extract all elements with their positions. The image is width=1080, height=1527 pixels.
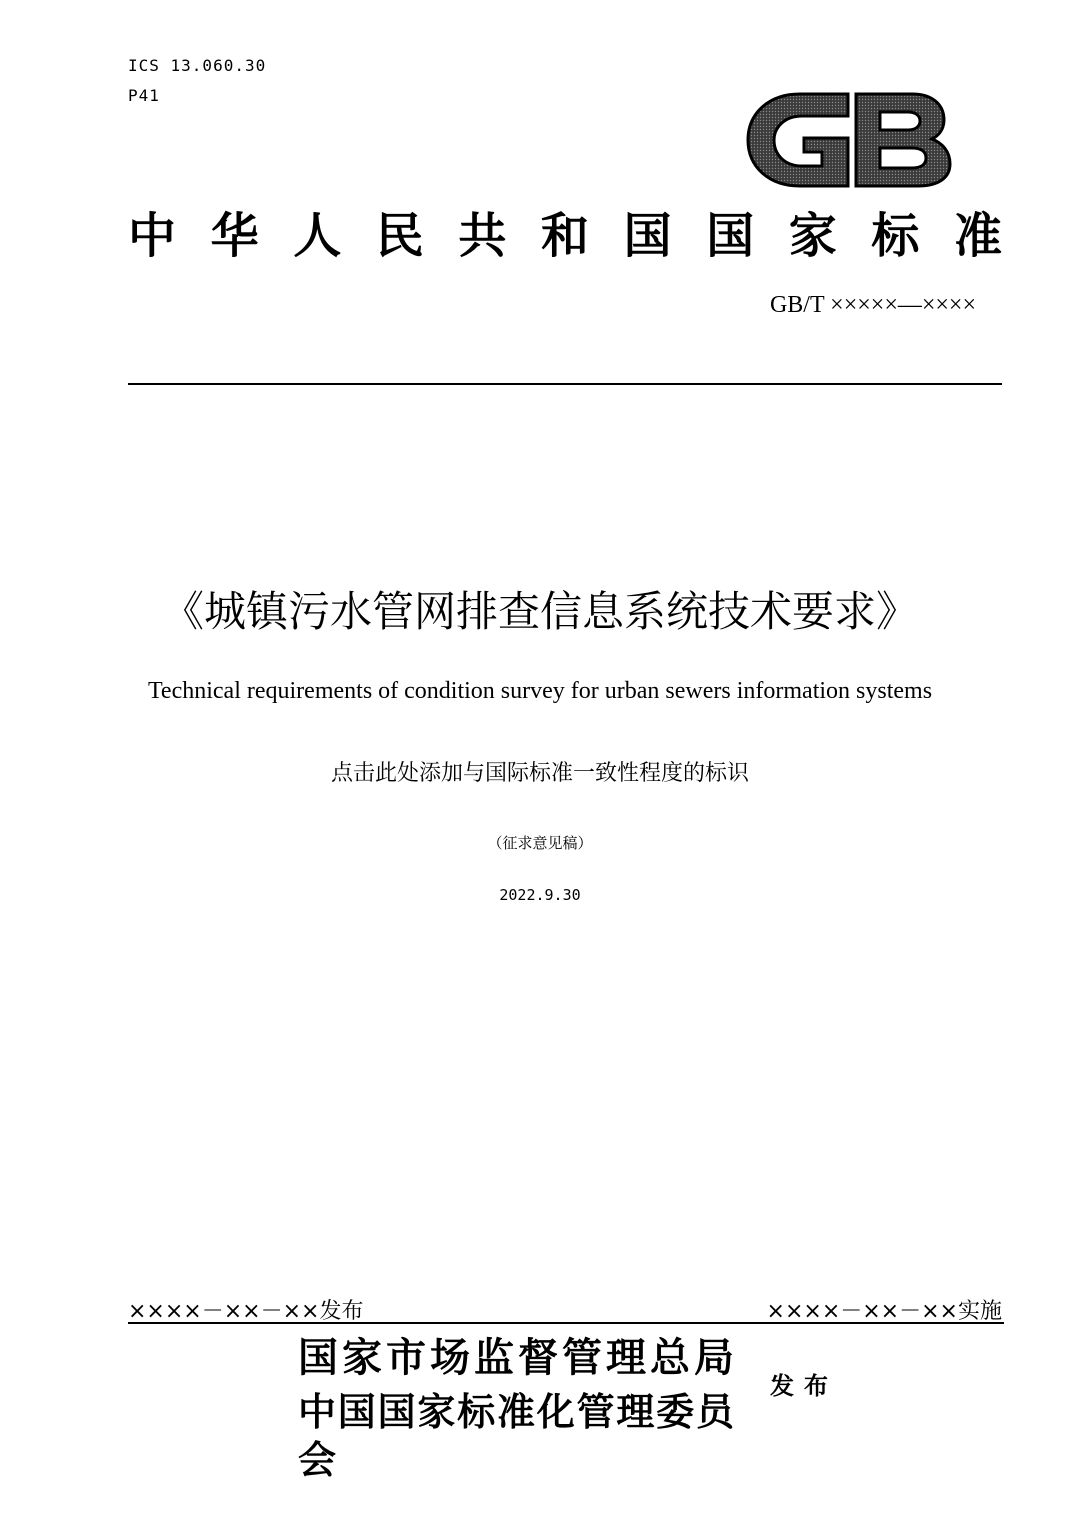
- ics-code: ICS 13.060.30: [128, 56, 267, 75]
- gb-logo-icon: [744, 86, 954, 194]
- consistency-note[interactable]: 点击此处添加与国际标准一致性程度的标识: [330, 761, 749, 786]
- publish-date: ××××－××－××发布: [128, 1299, 364, 1324]
- implement-date: ××××－××－××实施: [766, 1299, 1002, 1324]
- draft-status: （征求意见稿）: [487, 834, 593, 852]
- standard-number: GB/T ×××××—××××: [769, 292, 976, 318]
- draft-date: 2022.9.30: [499, 886, 581, 904]
- header-divider: [128, 383, 1002, 385]
- english-title: Technical requirements of condition survey for urban sewers information systems: [147, 678, 933, 704]
- issuer-sac: 中国国家标准化管理委员会: [298, 1390, 734, 1482]
- footer-divider: [128, 1322, 1004, 1324]
- chinese-title: 《城镇污水管网排查信息系统技术要求》: [161, 587, 918, 636]
- ccs-code: P41: [128, 86, 160, 105]
- issue-label: 发布: [770, 1371, 838, 1400]
- national-standard-title: 中华人民共和国国家标准: [128, 208, 1002, 264]
- issuer-samr: 国家市场监督管理总局: [298, 1334, 734, 1381]
